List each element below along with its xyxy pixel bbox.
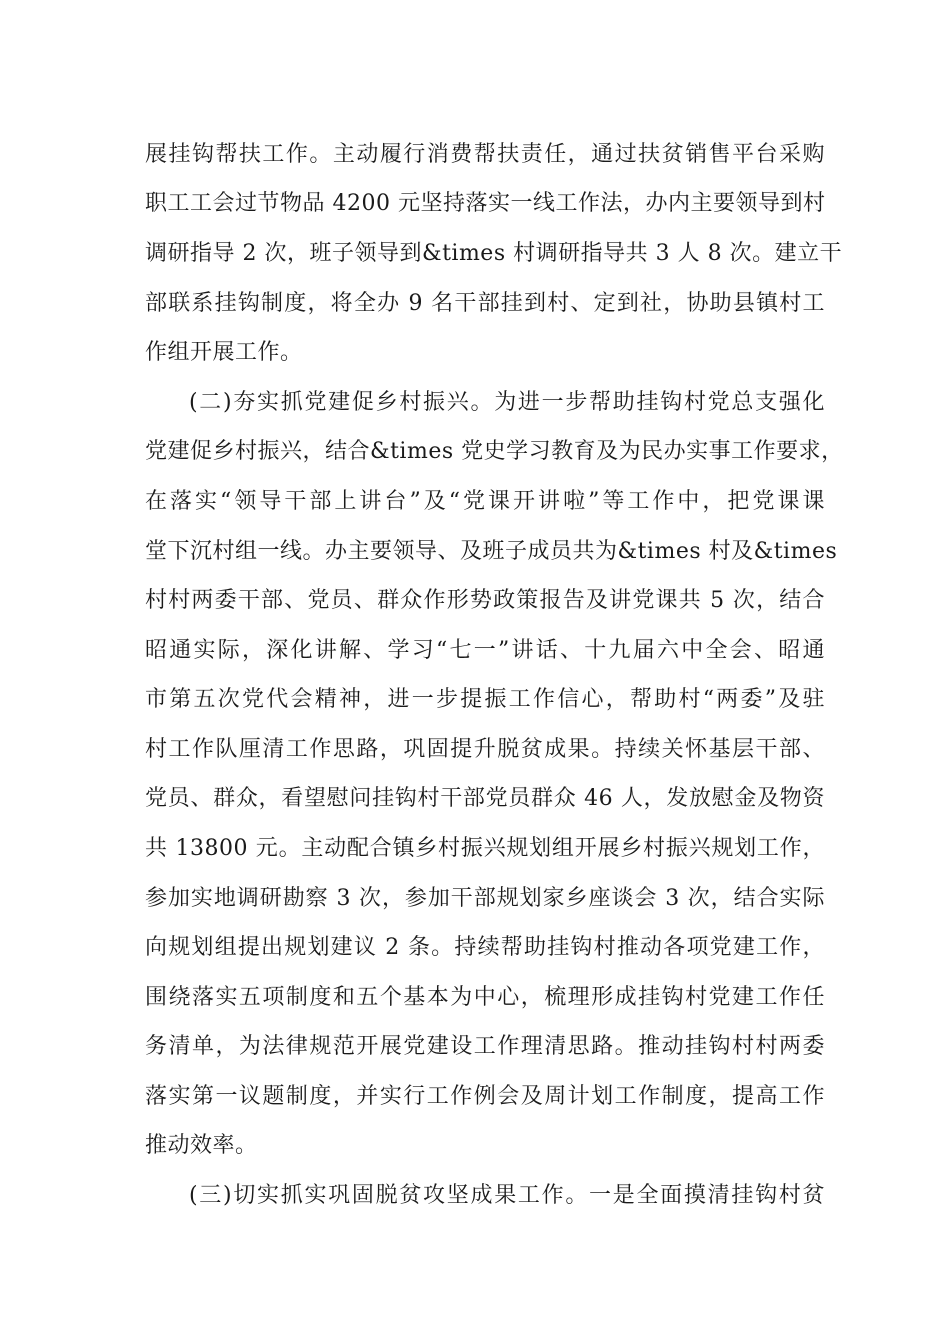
text-line: 参加实地调研勘察 3 次，参加干部规划家乡座谈会 3 次，结合实际 [145, 886, 825, 911]
text-line: 党建促乡村振兴，结合&times 党史学习教育及为民办实事工作要求， [145, 439, 844, 464]
text-line: 推动效率。 [145, 1133, 258, 1158]
text-line: 村村两委干部、党员、群众作形势政策报告及讲党课共 5 次，结合 [145, 588, 825, 613]
text-line: 围绕落实五项制度和五个基本为中心，梳理形成挂钩村党建工作任 [145, 985, 825, 1010]
text-line: 市第五次党代会精神，进一步提振工作信心，帮助村“两委”及驻 [145, 687, 825, 712]
text-line: 共 13800 元。主动配合镇乡村振兴规划组开展乡村振兴规划工作， [145, 836, 825, 861]
text-line: 村工作队厘清工作思路，巩固提升脱贫成果。持续关怀基层干部、 [145, 737, 825, 762]
section-heading-line: (二)夯实抓党建促乡村振兴。为进一步帮助挂钩村党总支强化 [189, 390, 825, 415]
text-line: 调研指导 2 次，班子领导到&times 村调研指导共 3 人 8 次。建立干 [145, 241, 843, 266]
text-line: 部联系挂钩制度，将全办 9 名干部挂到村、定到社，协助县镇村工 [145, 291, 825, 316]
text-line: 党员、群众，看望慰问挂钩村干部党员群众 46 人，发放慰金及物资 [145, 786, 825, 811]
text-line: 作组开展工作。 [145, 340, 303, 365]
text-line: 堂下沉村组一线。办主要领导、及班子成员共为&times 村及&times [145, 539, 838, 564]
text-line: 在落实“领导干部上讲台”及“党课开讲啦”等工作中，把党课课 [145, 489, 825, 514]
text-line: 向规划组提出规划建议 2 条。持续帮助挂钩村推动各项党建工作， [145, 935, 825, 960]
text-line: 职工工会过节物品 4200 元坚持落实一线工作法，办内主要领导到村 [145, 191, 826, 216]
section-heading-line: (三)切实抓实巩固脱贫攻坚成果工作。一是全面摸清挂钩村贫 [189, 1183, 825, 1208]
text-line: 务清单，为法律规范开展党建设工作理清思路。推动挂钩村村两委 [145, 1034, 825, 1059]
text-line: 昭通实际，深化讲解、学习“七一”讲话、十九届六中全会、昭通 [145, 638, 825, 663]
text-line: 落实第一议题制度，并实行工作例会及周计划工作制度，提高工作 [145, 1084, 825, 1109]
text-line: 展挂钩帮扶工作。主动履行消费帮扶责任，通过扶贫销售平台采购 [145, 142, 825, 167]
